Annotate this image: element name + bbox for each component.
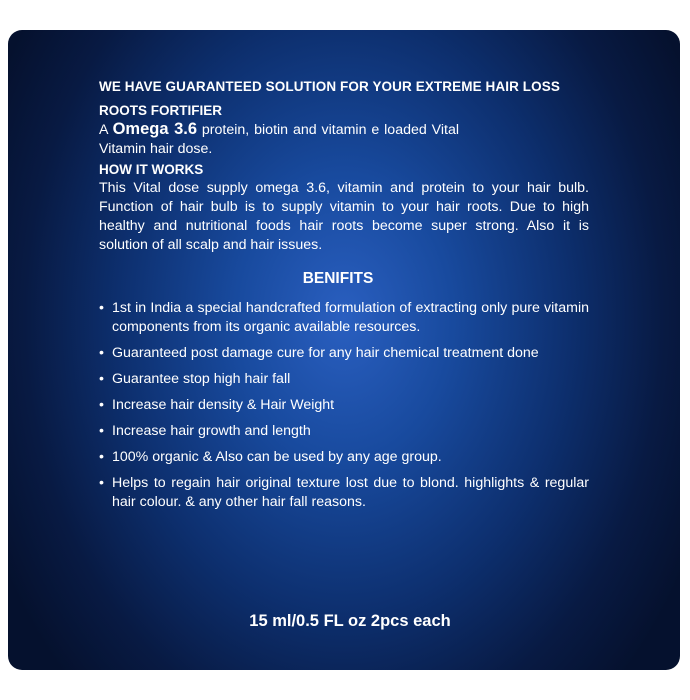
roots-fortifier-text [99, 120, 459, 159]
list-item-text: Guarantee stop high hair fall [112, 371, 291, 387]
list-item [99, 370, 589, 389]
benefits-list [99, 299, 589, 512]
roots-text-prefix: A [99, 122, 113, 138]
content-column [99, 78, 589, 519]
bullet-icon: • [99, 371, 104, 387]
bullet-icon: • [99, 475, 104, 491]
list-item [99, 474, 589, 512]
bullet-icon: • [99, 423, 104, 439]
list-item [99, 448, 589, 467]
bullet-icon: • [99, 300, 104, 316]
main-heading: WE HAVE GUARANTEED SOLUTION FOR YOUR EXTREME HAIR LOSS [99, 79, 560, 94]
bullet-icon: • [99, 449, 104, 465]
roots-text-rest: protein, biotin and vitamin e loaded Vital Vitamin hair dose. [99, 122, 460, 157]
list-item-text: Increase hair growth and length [112, 423, 311, 439]
list-item [99, 344, 589, 363]
roots-fortifier-title: ROOTS FORTIFIER [99, 103, 222, 118]
list-item-text: Guaranteed post damage cure for any hair chemical treatment done [112, 345, 539, 361]
how-it-works-title: HOW IT WORKS [99, 162, 204, 177]
list-item [99, 422, 589, 441]
omega-label: Omega 3.6 [112, 120, 198, 138]
list-item-text: 100% organic & Also can be used by any age group. [112, 449, 442, 465]
list-item-text: Helps to regain hair original texture lost due to blond. highlights & regular hair colour. & any other hair fall reasons. [112, 475, 589, 510]
list-item-text: Increase hair density & Hair Weight [112, 397, 335, 413]
how-it-works-text: This Vital dose supply omega 3.6, vitamin and protein to your hair bulb. Function of hair bulb is to supply vitamin to your hair roots. Due to high healthy and nutritional foods hair roots become super strong. Also it is solution of all scalp and hair issues. [99, 180, 589, 253]
bullet-icon: • [99, 397, 104, 413]
list-item [99, 396, 589, 415]
package-size-label: 15 ml/0.5 FL oz 2pcs each [249, 612, 451, 630]
bullet-icon: • [99, 345, 104, 361]
product-info-panel [8, 30, 680, 670]
list-item [99, 299, 589, 337]
list-item-text: 1st in India a special handcrafted formulation of extracting only pure vitamin components from its organic available resources. [112, 300, 589, 335]
benifits-title: BENIFITS [302, 270, 374, 287]
